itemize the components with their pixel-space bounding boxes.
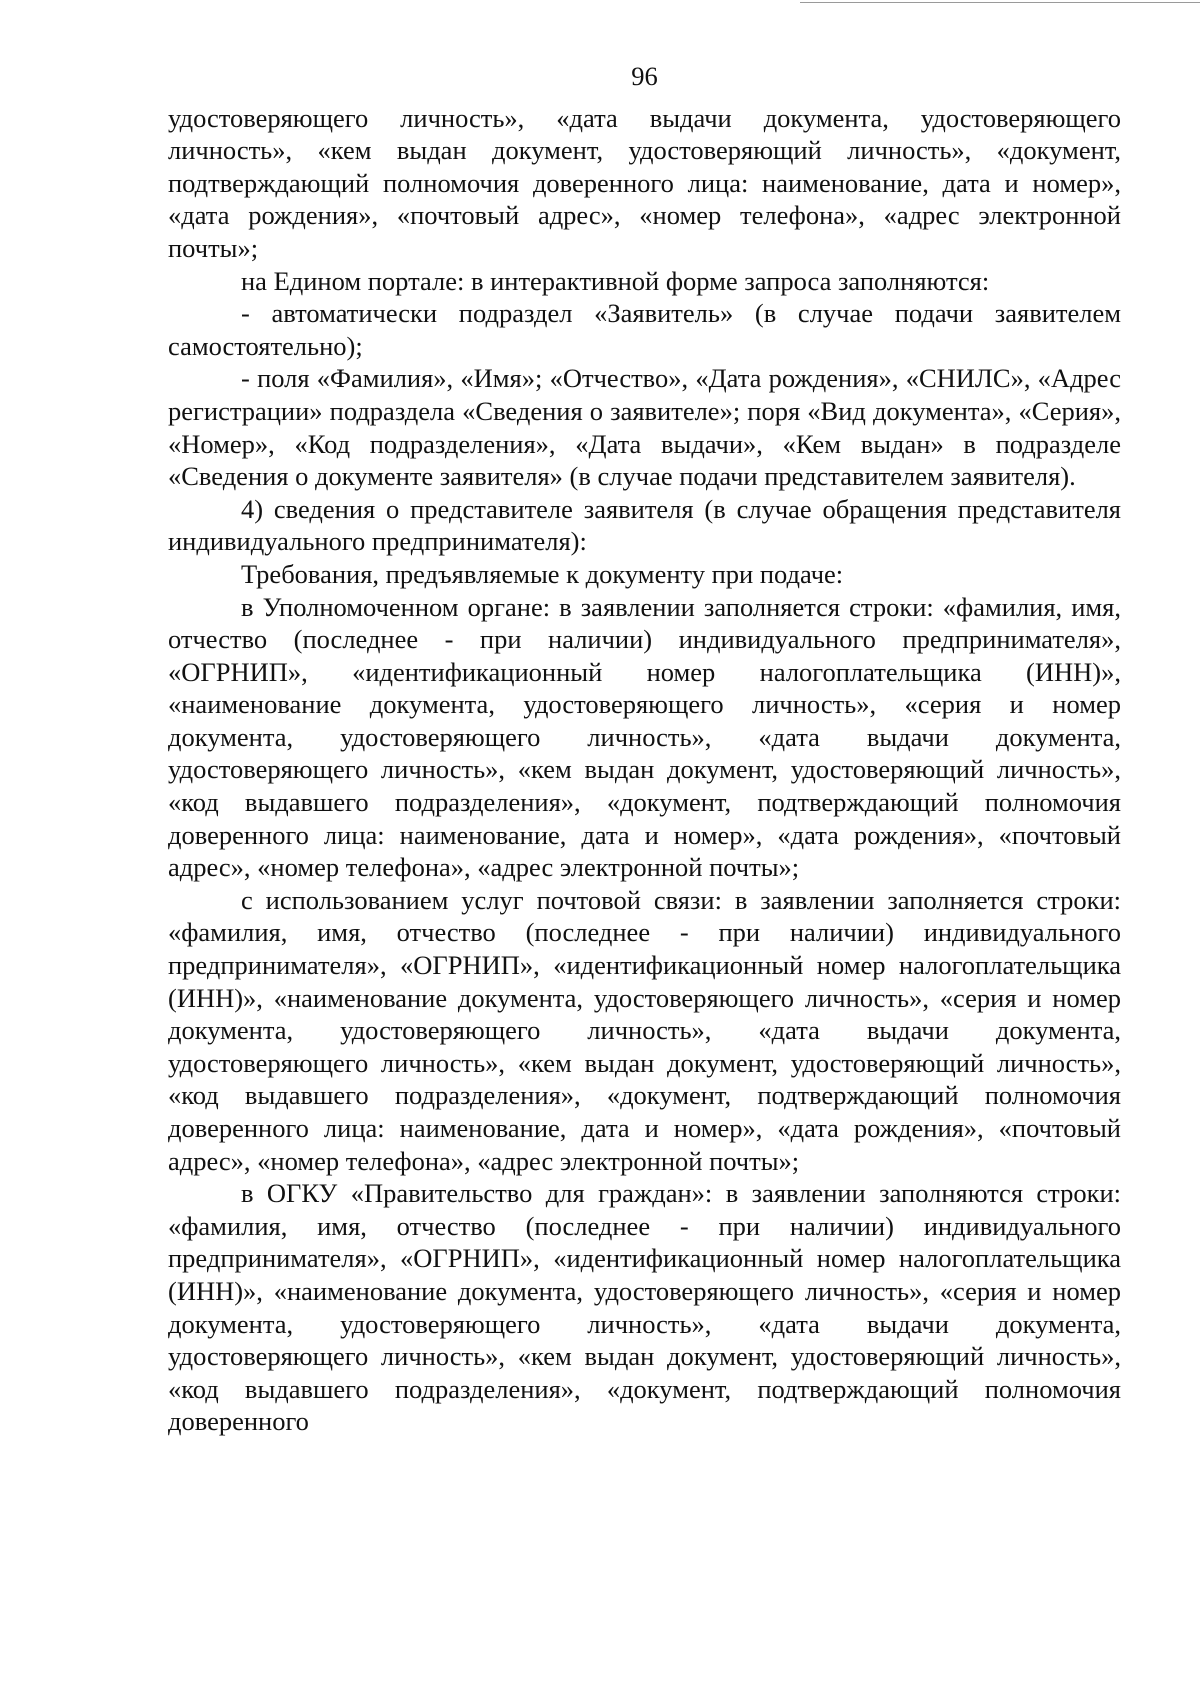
paragraph-form-fields: - поля «Фамилия», «Имя»; «Отчество», «Дата рождения», «СНИЛС», «Адрес регистрации» подраздела «Сведения о заявителе»; поря «Вид документа», «Серия», «Номер», «Код подразделения», «Дата выдачи», «Кем выдан» в подразделе «Сведения о документе заявителя» (в случае подачи представителем заявителя). <box>168 363 1121 492</box>
paragraph-unified-portal: на Едином портале: в интерактивной форме запроса заполняются: <box>241 265 990 296</box>
paragraph-ogku: в ОГКУ «Правительство для граждан»: в заявлении заполняются строки: «фамилия, имя, отчество (последнее - при наличии) индивидуального предпринимателя», «ОГРНИП», «идентификационный номер налогоплательщика (ИНН)», «наименование документа, удостоверяющего личность», «серия и номер документа, удостоверяющего личность», «дата выдачи документа, удостоверяющего личность», «кем выдан документ, удостоверяющий личность», «код выдавшего подразделения», «документ, подтверждающий полномочия доверенного <box>168 1178 1121 1437</box>
paragraph-item-4: 4) сведения о представителе заявителя (в случае обращения представителя индивидуального предпринимателя): <box>168 493 1121 557</box>
document-page <box>168 60 1121 1438</box>
paragraph-requirements: Требования, предъявляемые к документу при подаче: <box>241 558 844 589</box>
scan-edge-line <box>800 2 1200 3</box>
paragraph-continuation: удостоверяющего личность», «дата выдачи документа, удостоверяющего личность», «кем выдан документ, удостоверяющий личность», «документ, подтверждающий полномочия доверенного лица: наименование, дата и номер», «дата рождения», «почтовый адрес», «номер телефона», «адрес электронной почты»; <box>168 102 1121 263</box>
paragraph-authorized-body: в Уполномоченном органе: в заявлении заполняется строки: «фамилия, имя, отчество (последнее - при наличии) индивидуального предпринимателя», «ОГРНИП», «идентификационный номер налогоплательщика (ИНН)», «наименование документа, удостоверяющего личность», «серия и номер документа, удостоверяющего личность», «дата выдачи документа, удостоверяющего личность», «кем выдан документ, удостоверяющий личность», «код выдавшего подразделения», «документ, подтверждающий полномочия доверенного лица: наименование, дата и номер», «дата рождения», «почтовый адрес», «номер телефона», «адрес электронной почты»; <box>168 591 1121 883</box>
paragraph-postal-service: с использованием услуг почтовой связи: в заявлении заполняется строки: «фамилия, имя, отчество (последнее - при наличии) индивидуального предпринимателя», «ОГРНИП», «идентификационный номер налогоплательщика (ИНН)», «наименование документа, удостоверяющего личность», «серия и номер документа, удостоверяющего личность», «дата выдачи документа, удостоверяющего личность», «кем выдан документ, удостоверяющий личность», «код выдавшего подразделения», «документ, подтверждающий полномочия доверенного лица: наименование, дата и номер», «дата рождения», «почтовый адрес», «номер телефона», «адрес электронной почты»; <box>168 884 1121 1176</box>
paragraph-auto-applicant: - автоматически подраздел «Заявитель» (в случае подачи заявителем самостоятельно); <box>168 298 1121 361</box>
page-number: 96 <box>631 61 658 91</box>
